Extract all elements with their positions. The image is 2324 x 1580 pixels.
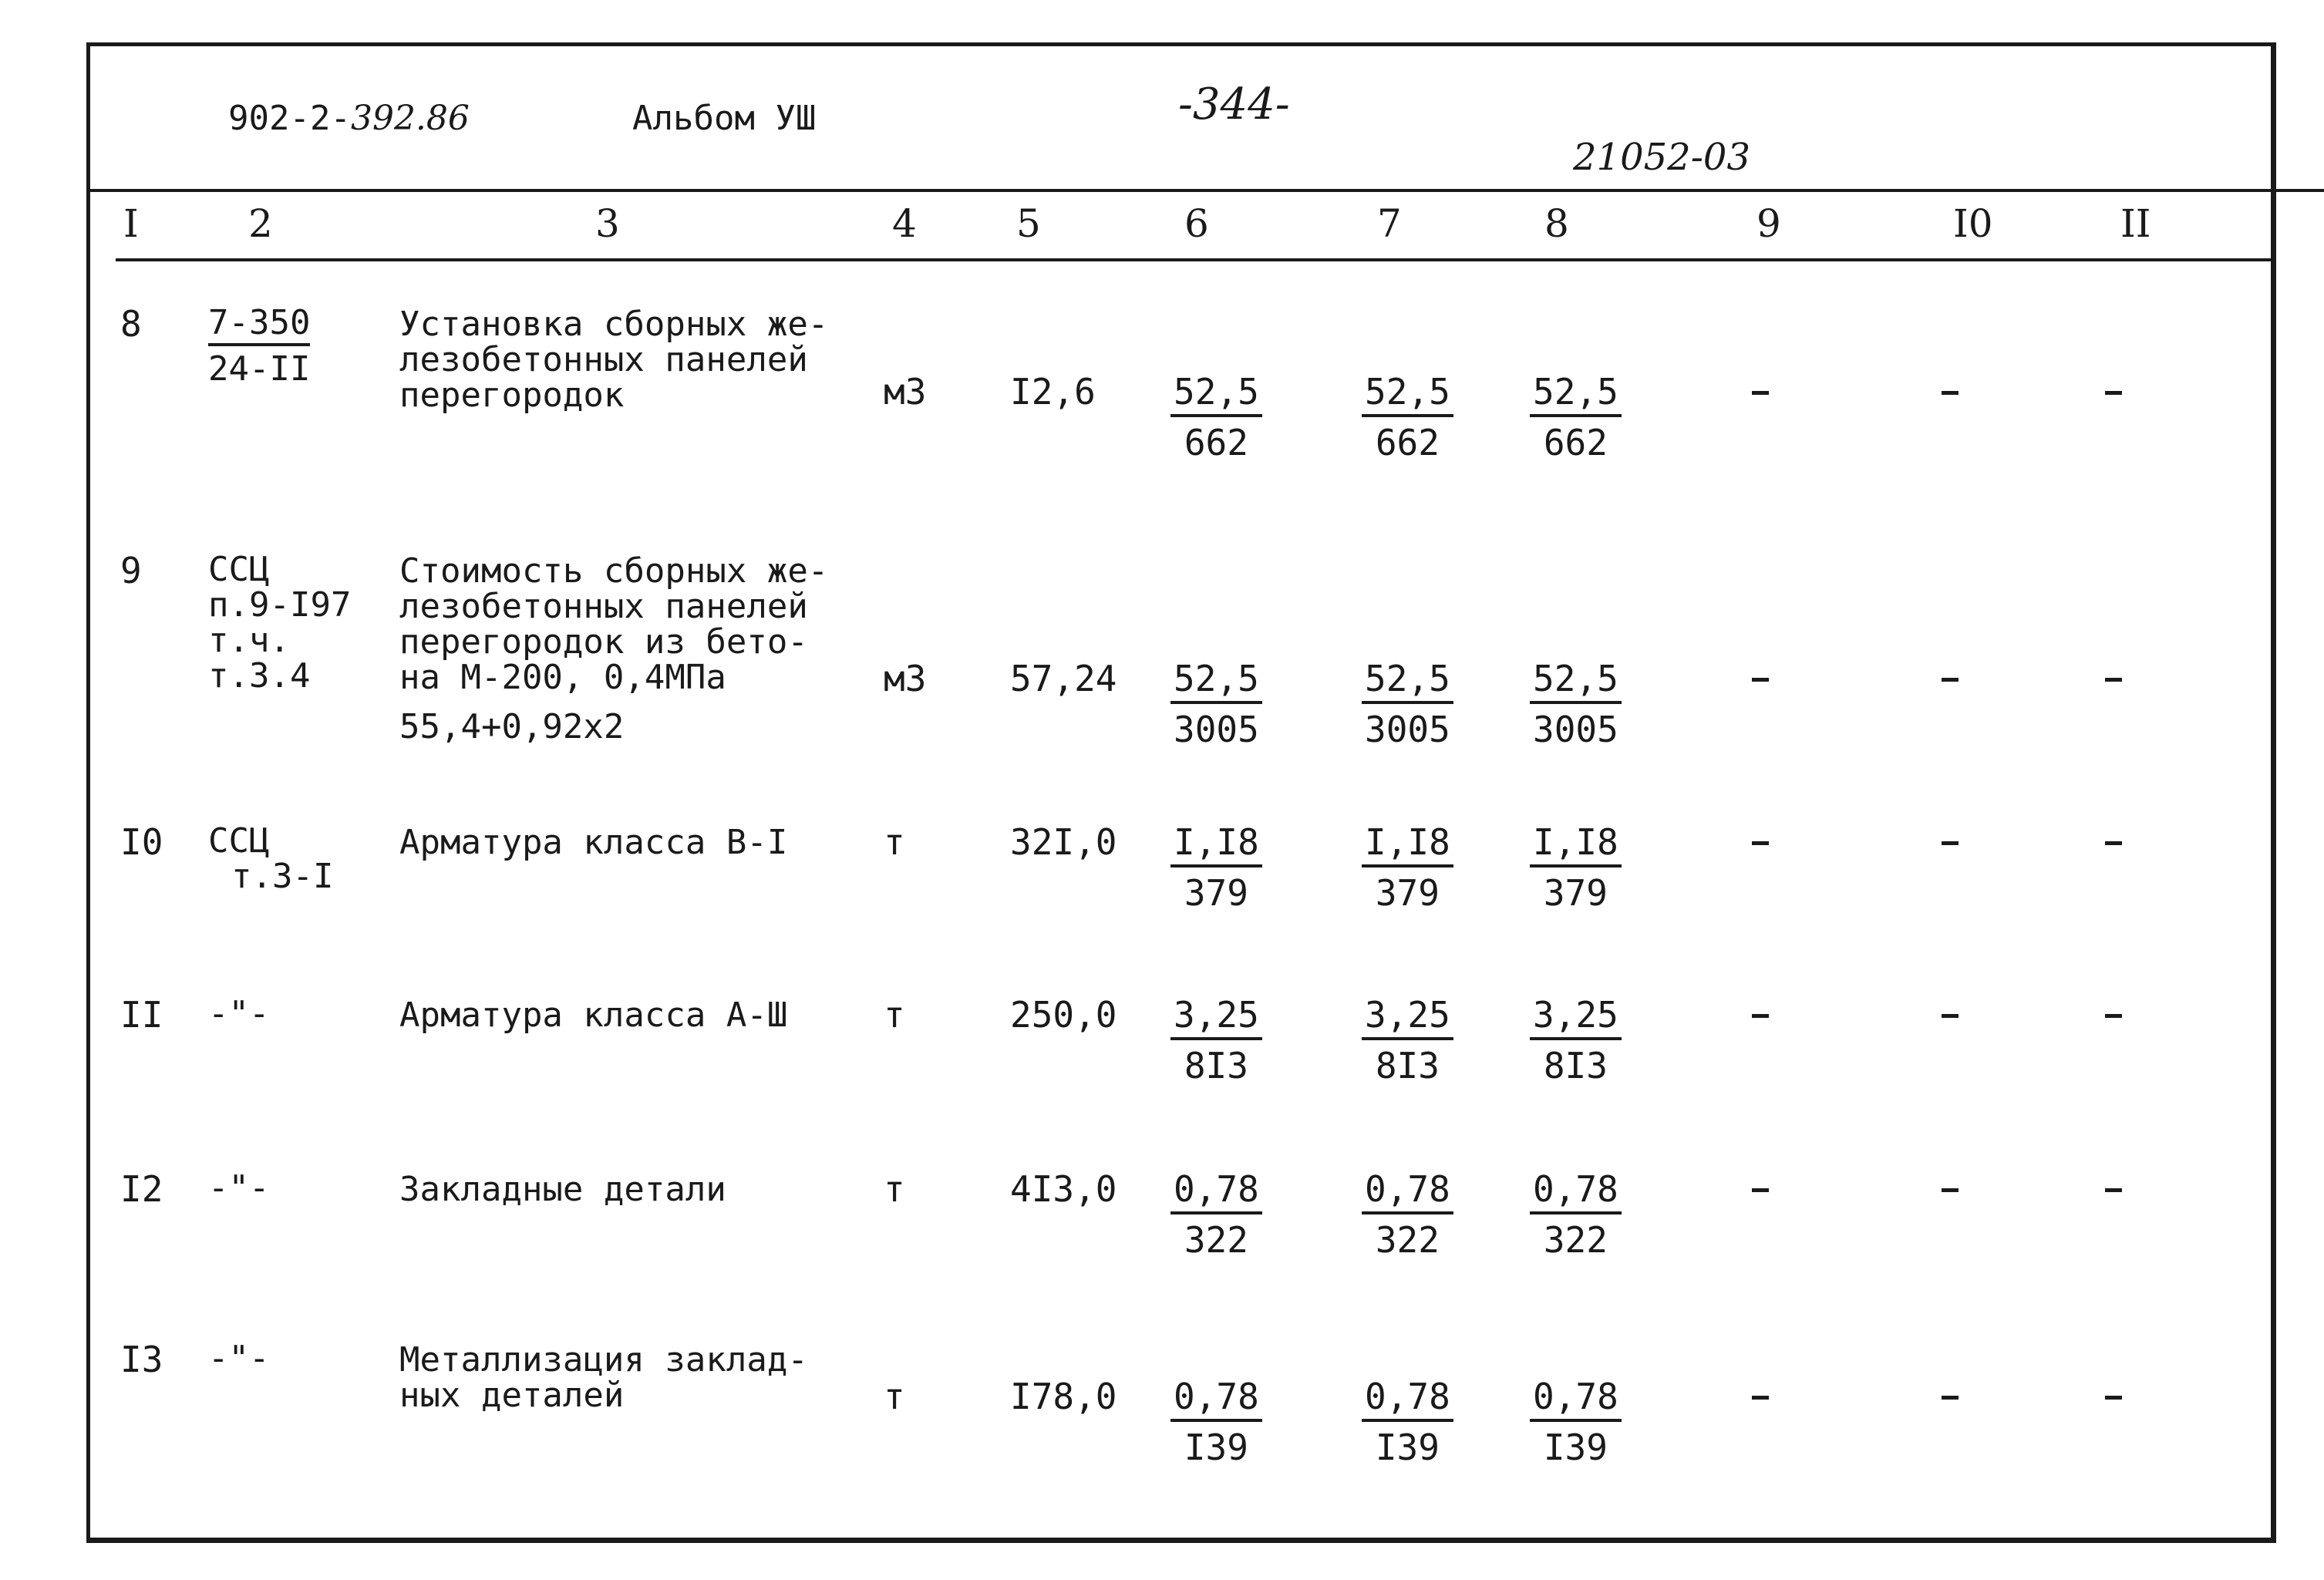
fraction-numerator: I,I8	[1170, 824, 1262, 867]
fraction-denominator: 662	[1543, 422, 1608, 463]
column-number-1: I	[123, 201, 139, 246]
empty-cell-dash-col11	[2105, 1188, 2122, 1192]
fraction-numerator: I,I8	[1362, 824, 1453, 867]
price-fraction-col6	[1170, 658, 1262, 750]
row-quantity: 32I,0	[1010, 821, 1117, 863]
row-unit: т	[884, 821, 905, 863]
fraction-denominator: 8I3	[1543, 1045, 1608, 1086]
column-number-6: 6	[1184, 201, 1209, 246]
row-quantity: 4I3,0	[1010, 1168, 1117, 1210]
fraction-numerator: 3,25	[1530, 997, 1622, 1040]
doc-code-typed: 902-2-	[228, 99, 351, 138]
fraction-denominator: 322	[1184, 1219, 1248, 1261]
fraction-denominator: 3005	[1533, 709, 1618, 750]
price-fraction-col7	[1362, 658, 1453, 750]
row-description-line: 55,4+0,92х2	[399, 707, 625, 746]
fraction-numerator: 52,5	[1530, 661, 1622, 704]
fraction-denominator: 379	[1184, 872, 1248, 914]
price-fraction-col7	[1362, 1168, 1453, 1261]
empty-cell-dash-col10	[1942, 1396, 1959, 1400]
empty-cell-dash-col9	[1752, 391, 1769, 395]
fraction-numerator: 52,5	[1362, 374, 1453, 417]
fraction-numerator: 0,78	[1530, 1379, 1622, 1422]
page-frame	[86, 42, 2276, 1543]
row-reference-line: т.3-I	[231, 857, 334, 896]
row-reference-line: т.3.4	[208, 656, 311, 696]
fraction-denominator: 379	[1375, 872, 1440, 914]
row-description-line: Металлизация заклад-	[399, 1340, 808, 1380]
row-number: I2	[120, 1168, 163, 1210]
column-number-9: 9	[1756, 201, 1781, 246]
fraction-denominator: I39	[1375, 1427, 1440, 1468]
empty-cell-dash-col9	[1752, 1014, 1769, 1018]
price-fraction-col6	[1170, 994, 1262, 1086]
fraction-denominator: 8I3	[1184, 1045, 1248, 1086]
fraction-numerator: 0,78	[1362, 1379, 1453, 1422]
column-number-8: 8	[1544, 201, 1569, 246]
row-quantity: I78,0	[1010, 1376, 1117, 1417]
fraction-numerator: 52,5	[1530, 374, 1622, 417]
fraction-denominator: 3005	[1365, 709, 1450, 750]
row-reference-line: 7-350	[208, 306, 310, 346]
column-number-10: I0	[1953, 201, 1993, 246]
price-fraction-col7	[1362, 1376, 1453, 1468]
row-quantity: 57,24	[1010, 658, 1117, 699]
row-unit: т	[884, 994, 905, 1036]
row-description-line: Закладные детали	[399, 1170, 726, 1209]
column-number-2: 2	[248, 201, 273, 246]
fraction-numerator: 3,25	[1170, 997, 1262, 1040]
row-reference-line: -"-	[208, 1168, 270, 1208]
fraction-numerator: 0,78	[1170, 1379, 1262, 1422]
fraction-numerator: 0,78	[1170, 1171, 1262, 1214]
row-description-line: Арматура класса А-Ш	[399, 996, 788, 1035]
row-description-line: перегородок	[399, 376, 625, 415]
fraction-numerator: 0,78	[1362, 1171, 1453, 1214]
row-reference-line: п.9-I97	[208, 585, 352, 625]
price-fraction-col8	[1530, 371, 1622, 463]
column-number-4: 4	[892, 201, 917, 246]
price-fraction-col8	[1530, 821, 1622, 914]
empty-cell-dash-col11	[2105, 841, 2122, 845]
row-reference-line: т.ч.	[208, 621, 290, 660]
row-unit: т	[884, 1168, 905, 1210]
fraction-denominator: I39	[1543, 1427, 1608, 1468]
price-fraction-col6	[1170, 1376, 1262, 1468]
empty-cell-dash-col10	[1942, 1014, 1959, 1018]
row-description-line: ных деталей	[399, 1376, 625, 1415]
fraction-denominator: 8I3	[1375, 1045, 1440, 1086]
fraction-denominator: 3005	[1174, 709, 1259, 750]
empty-cell-dash-col10	[1942, 391, 1959, 395]
empty-cell-dash-col11	[2105, 678, 2122, 682]
header-rule	[86, 189, 2324, 192]
price-fraction-col8	[1530, 1376, 1622, 1468]
row-number: 9	[120, 550, 142, 591]
price-fraction-col8	[1530, 994, 1622, 1086]
column-number-3: 3	[595, 201, 620, 246]
column-number-5: 5	[1016, 201, 1041, 246]
row-reference-line: -"-	[208, 1339, 270, 1378]
row-reference-line: 24-II	[208, 349, 311, 389]
fraction-denominator: 379	[1543, 872, 1608, 914]
fraction-denominator: 322	[1543, 1219, 1608, 1261]
price-fraction-col6	[1170, 821, 1262, 914]
price-fraction-col6	[1170, 371, 1262, 463]
price-fraction-col7	[1362, 371, 1453, 463]
row-unit: т	[884, 1376, 905, 1417]
row-number: II	[120, 994, 163, 1036]
price-fraction-col6	[1170, 1168, 1262, 1261]
row-description-line: Арматура класса В-I	[399, 823, 788, 862]
empty-cell-dash-col10	[1942, 1188, 1959, 1192]
row-unit: м3	[884, 371, 927, 413]
row-description-line: на М-200, 0,4МПа	[399, 658, 726, 697]
empty-cell-dash-col10	[1942, 841, 1959, 845]
price-fraction-col8	[1530, 1168, 1622, 1261]
empty-cell-dash-col9	[1752, 841, 1769, 845]
row-description-line: Установка сборных же-	[399, 305, 829, 344]
row-description-line: лезобетонных панелей	[399, 340, 808, 379]
album-label: Альбом УШ	[632, 99, 817, 138]
doc-code-handwritten: 392.86	[350, 99, 470, 138]
fraction-denominator: 662	[1375, 422, 1440, 463]
row-description-line: Стоимость сборных же-	[399, 551, 829, 591]
row-number: I3	[120, 1339, 163, 1380]
row-number: 8	[120, 303, 142, 345]
page-number: -344-	[1178, 79, 1290, 130]
column-number-rule	[116, 258, 2275, 261]
empty-cell-dash-col11	[2105, 1396, 2122, 1400]
price-fraction-col7	[1362, 994, 1453, 1086]
empty-cell-dash-col9	[1752, 1188, 1769, 1192]
empty-cell-dash-col10	[1942, 678, 1959, 682]
row-number: I0	[120, 821, 163, 863]
empty-cell-dash-col9	[1752, 678, 1769, 682]
row-reference-line: ССЦ	[208, 821, 270, 861]
fraction-denominator: 662	[1184, 422, 1248, 463]
row-quantity: I2,6	[1010, 371, 1096, 413]
sheet-code: 21052-03	[1573, 136, 1750, 179]
fraction-numerator: 52,5	[1170, 374, 1262, 417]
price-fraction-col7	[1362, 821, 1453, 914]
empty-cell-dash-col11	[2105, 1014, 2122, 1018]
empty-cell-dash-col9	[1752, 1396, 1769, 1400]
fraction-numerator: 52,5	[1170, 661, 1262, 704]
row-reference-line: ССЦ	[208, 550, 270, 589]
fraction-denominator: I39	[1184, 1427, 1248, 1468]
fraction-numerator: I,I8	[1530, 824, 1622, 867]
fraction-numerator: 3,25	[1362, 997, 1453, 1040]
empty-cell-dash-col11	[2105, 391, 2122, 395]
price-fraction-col8	[1530, 658, 1622, 750]
fraction-numerator: 0,78	[1530, 1171, 1622, 1214]
column-number-11: II	[2120, 201, 2151, 246]
doc-code	[228, 99, 470, 138]
fraction-denominator: 322	[1375, 1219, 1440, 1261]
row-quantity: 250,0	[1010, 994, 1117, 1036]
row-reference-line: -"-	[208, 994, 270, 1033]
row-description-line: лезобетонных панелей	[399, 587, 808, 626]
row-description-line: перегородок из бето-	[399, 622, 808, 662]
column-number-7: 7	[1377, 201, 1402, 246]
row-unit: м3	[884, 658, 927, 699]
fraction-numerator: 52,5	[1362, 661, 1453, 704]
